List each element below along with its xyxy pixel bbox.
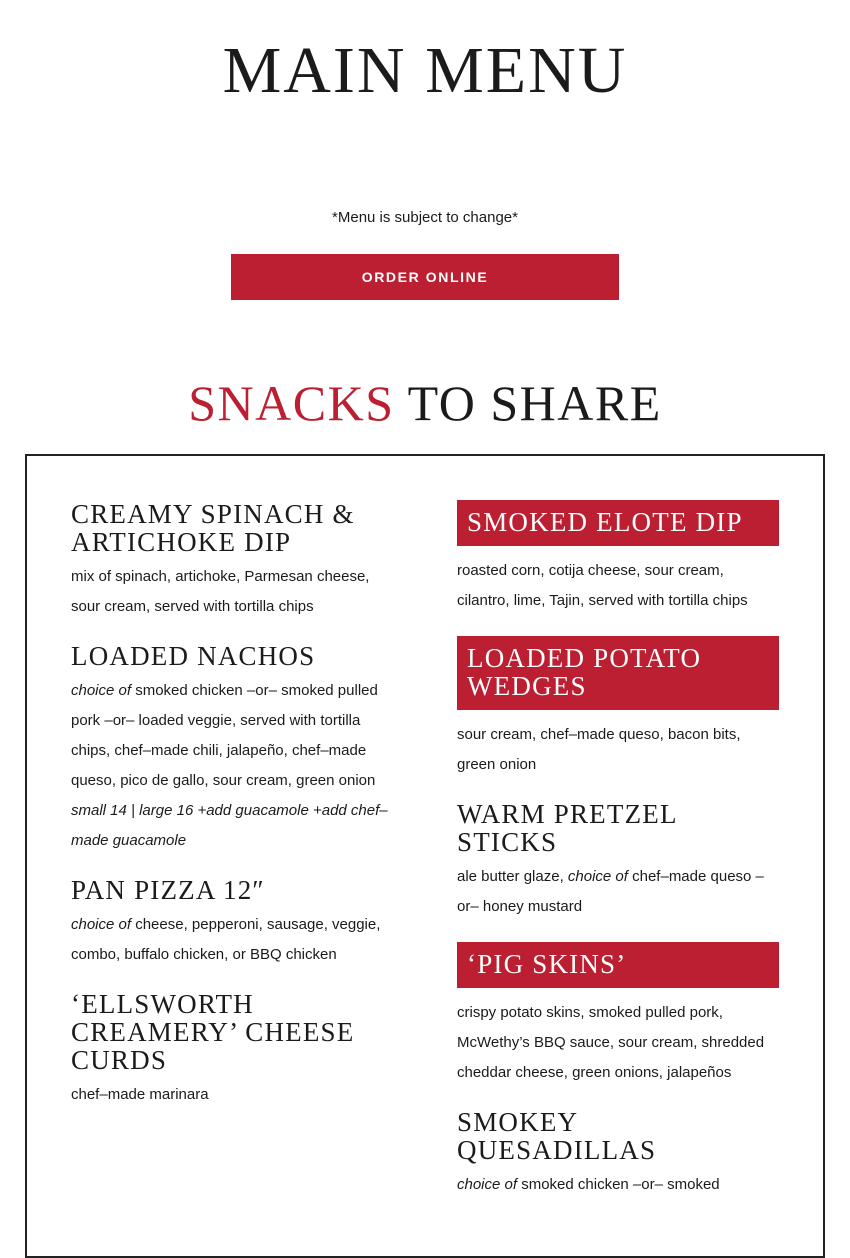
- section-title-rest: TO SHARE: [394, 375, 662, 431]
- menu-item: [457, 1108, 779, 1200]
- menu-item-name: CREAMY SPINACH & ARTICHOKE DIP: [71, 499, 355, 557]
- menu-item: [71, 990, 401, 1110]
- choice-of-label: choice of: [71, 682, 132, 699]
- menu-item: [71, 500, 401, 622]
- description-text: smoked chicken –or– smoked pulled pork –or– loaded veggie, served with tortilla chips, chef–made chili, jalapeño, chef–made queso, pico de gallo, sour cream, green onion: [71, 682, 378, 789]
- menu-item-name: WARM PRETZEL STICKS: [457, 799, 677, 857]
- menu-item-name-highlighted: ‘PIG SKINS’: [457, 942, 779, 988]
- description-lead: ale butter glaze,: [457, 868, 568, 885]
- menu-item-description: roasted corn, cotija cheese, sour cream, cilantro, lime, Tajin, served with tortilla chips: [457, 562, 748, 609]
- page-title: MAIN MENU: [222, 34, 628, 107]
- menu-column-right: [457, 500, 779, 1220]
- menu-item-name: ‘ELLSWORTH CREAMERY’ CHEESE CURDS: [71, 989, 355, 1075]
- choice-of-label: choice of: [71, 916, 132, 933]
- menu-item-name-highlighted: SMOKED ELOTE DIP: [457, 500, 779, 546]
- menu-item-name: LOADED NACHOS: [71, 641, 316, 671]
- menu-item-description: sour cream, chef–made queso, bacon bits, green onion: [457, 726, 741, 773]
- menu-column-left: [71, 500, 401, 1130]
- menu-item-sizes: small 14 | large 16 +add guacamole +add chef–made guacamole: [71, 802, 388, 849]
- menu-item-description: [457, 1170, 779, 1200]
- description-text: chef–made queso –or– honey mustard: [457, 868, 764, 915]
- menu-item-description: chef–made marinara: [71, 1086, 209, 1103]
- order-online-button[interactable]: ORDER ONLINE: [231, 254, 619, 300]
- menu-change-notice: *Menu is subject to change*: [332, 209, 518, 226]
- menu-box: [25, 454, 825, 1258]
- menu-item-name-highlighted: LOADED POTATO WEDGES: [457, 636, 779, 710]
- description-text: cheese, pepperoni, sausage, veggie, combo, buffalo chicken, or BBQ chicken: [71, 916, 381, 963]
- menu-item-description: mix of spinach, artichoke, Parmesan cheese, sour cream, served with tortilla chips: [71, 568, 370, 615]
- menu-item-description: crispy potato skins, smoked pulled pork, McWethy’s BBQ sauce, sour cream, shredded cheddar cheese, green onions, jalapeños: [457, 1004, 765, 1081]
- menu-item: [457, 500, 779, 616]
- choice-of-label: choice of: [567, 868, 628, 885]
- menu-item: [457, 636, 779, 780]
- section-title-accent: SNACKS: [188, 375, 395, 431]
- menu-item: [457, 942, 779, 1088]
- menu-item: [71, 876, 401, 970]
- menu-item-description: [457, 862, 779, 922]
- menu-item: [71, 642, 401, 856]
- menu-item-name: PAN PIZZA 12″: [71, 875, 265, 905]
- menu-item-description: [71, 910, 401, 970]
- choice-of-label: choice of: [457, 1176, 518, 1193]
- menu-item-name: SMOKEY QUESADILLAS: [457, 1107, 657, 1165]
- menu-item-description: [71, 676, 401, 796]
- menu-item: [457, 800, 779, 922]
- description-text: smoked chicken –or– smoked: [517, 1176, 720, 1193]
- section-title: [0, 375, 850, 431]
